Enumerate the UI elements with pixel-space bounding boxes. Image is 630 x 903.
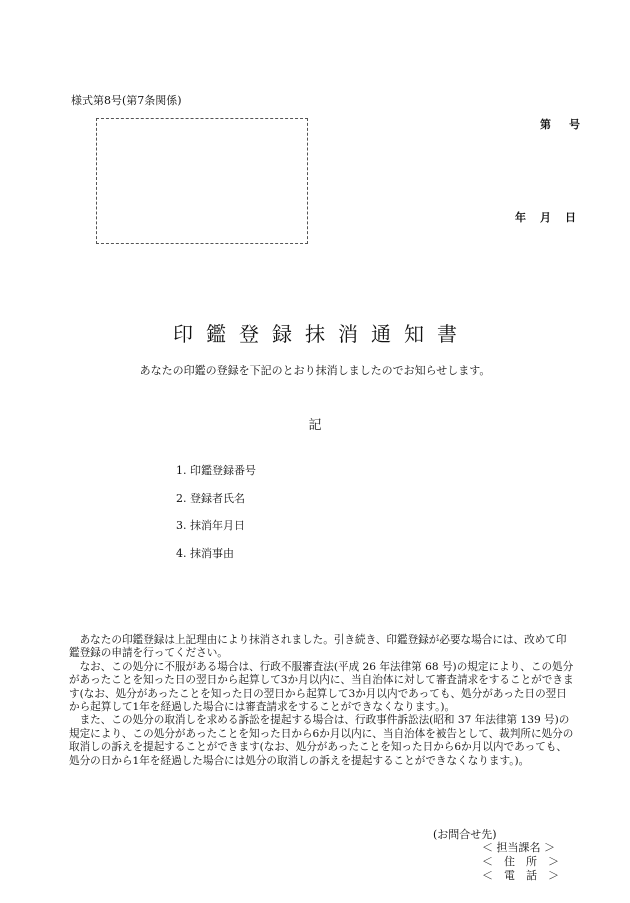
form-number: 様式第8号(第7条関係): [71, 94, 182, 107]
address-window-frame: [96, 118, 308, 244]
ki-heading: 記: [308, 418, 322, 433]
body-paragraph-appeal: なお、この処分に不服がある場合は、行政不服審査法(平成 26 年法律第 68 号)の規定により、この処分があったことを知った日の翌日から起算して3か月以内に、当自治体に対して審査請求をすることができます(なお、処分があったことを知った日の翌日から起算して3か月以内であっても、処分があった日の翌日から起算して1年を経過した場合には審査請求をすることができなくなります。)。: [69, 660, 574, 714]
intro-text: あなたの印鑑の登録を下記のとおり抹消しましたのでお知らせします。: [139, 364, 491, 377]
date-day: 日: [565, 211, 576, 224]
date-month: 月: [540, 211, 551, 224]
document-title: 印鑑登録抹消通知書: [173, 322, 470, 346]
contact-phone: ＜ 電 話 ＞: [482, 869, 559, 882]
body-text: [69, 634, 574, 768]
body-paragraph-reregistration: あなたの印鑑登録は上記理由により抹消されました。引き続き、印鑑登録が必要な場合には、改めて印鑑登録の申請を行ってください。: [69, 634, 567, 660]
contact-address: ＜ 住 所 ＞: [482, 855, 559, 868]
contact-heading: (お問合せ先): [433, 828, 497, 841]
issue-date: [515, 209, 576, 225]
document-number-prefix: 第: [540, 118, 551, 131]
list-item-registration-number: 1. 印鑑登録番号: [176, 464, 256, 477]
date-year: 年: [515, 211, 526, 224]
document-number: [540, 116, 580, 132]
list-item-cancellation-reason: 4. 抹消事由: [176, 547, 234, 560]
body-paragraph-lawsuit: また、この処分の取消しを求める訴訟を提起する場合は、行政事件訴訟法(昭和 37 年法律第 139 号)の規定により、この処分があったことを知った日から6か月以内に、当自治体を被告として、裁判所に処分の取消しの訴えを提起することができます(なお、処分があったことを知った日から6か月以内であっても、処分の日から1年を経過した場合には処分の取消しの訴えを提起することができなくなります。)。: [69, 714, 574, 767]
list-item-registrant-name: 2. 登録者氏名: [176, 492, 245, 505]
list-item-cancellation-date: 3. 抹消年月日: [176, 519, 245, 532]
contact-department: ＜ 担当課名 ＞: [482, 841, 555, 854]
document-number-suffix: 号: [569, 118, 580, 131]
